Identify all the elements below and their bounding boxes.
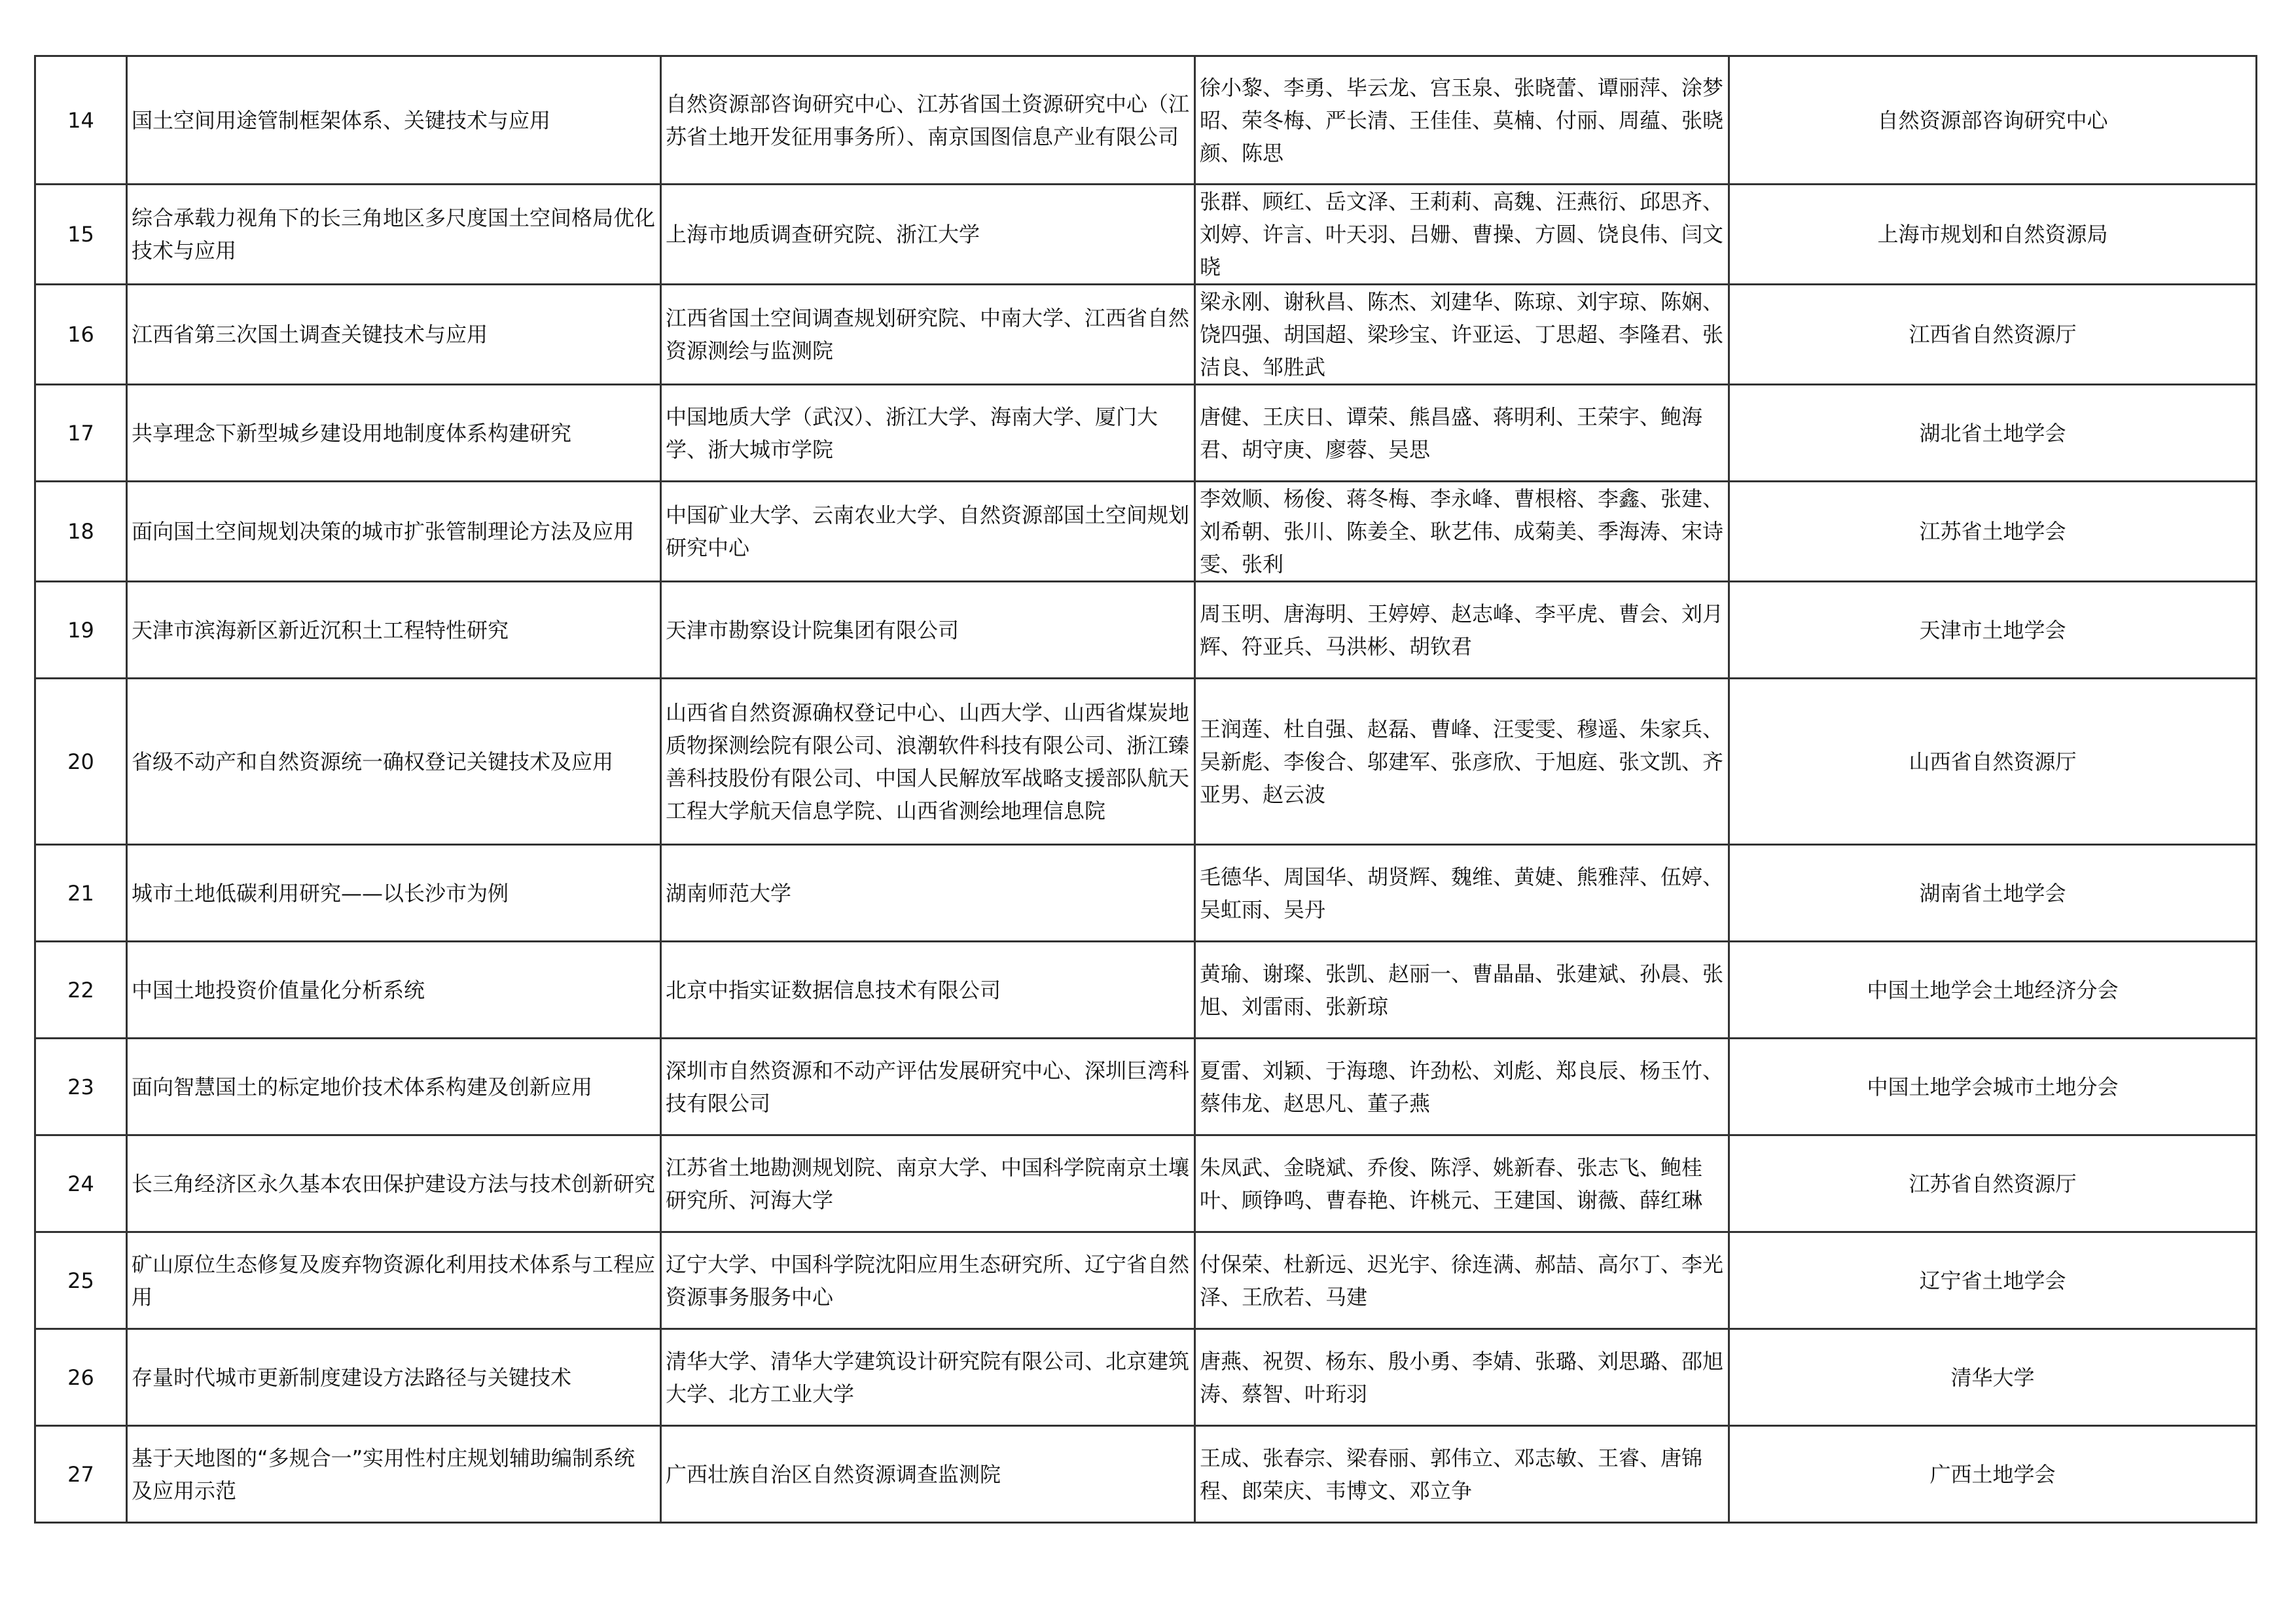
contributors-cell: 黄瑜、谢璨、张凯、赵丽一、曹晶晶、张建斌、孙晨、张旭、刘雷雨、张新琼 xyxy=(1195,942,1729,1039)
nominating-unit-cell: 湖南省土地学会 xyxy=(1729,845,2257,942)
table-row xyxy=(35,1426,2257,1523)
organizations-cell: 广西壮族自治区自然资源调查监测院 xyxy=(661,1426,1195,1523)
table-row xyxy=(35,679,2257,845)
project-name-cell: 面向智慧国土的标定地价技术体系构建及创新应用 xyxy=(127,1039,661,1135)
organizations-cell: 自然资源部咨询研究中心、江苏省国土资源研究中心（江苏省土地开发征用事务所）、南京国图信息产业有限公司 xyxy=(661,56,1195,185)
organizations-cell: 中国矿业大学、云南农业大学、自然资源部国土空间规划研究中心 xyxy=(661,482,1195,582)
row-number-cell: 26 xyxy=(35,1329,127,1426)
row-number-cell: 25 xyxy=(35,1232,127,1329)
organizations-cell: 北京中指实证数据信息技术有限公司 xyxy=(661,942,1195,1039)
project-name-cell: 中国土地投资价值量化分析系统 xyxy=(127,942,661,1039)
project-name-cell: 面向国土空间规划决策的城市扩张管制理论方法及应用 xyxy=(127,482,661,582)
row-number-cell: 15 xyxy=(35,185,127,285)
table-row xyxy=(35,1039,2257,1135)
nominating-unit-cell: 中国土地学会土地经济分会 xyxy=(1729,942,2257,1039)
table-row xyxy=(35,285,2257,385)
nominating-unit-cell: 广西土地学会 xyxy=(1729,1426,2257,1523)
row-number-cell: 18 xyxy=(35,482,127,582)
nominating-unit-cell: 江西省自然资源厅 xyxy=(1729,285,2257,385)
organizations-cell: 天津市勘察设计院集团有限公司 xyxy=(661,582,1195,679)
row-number-cell: 14 xyxy=(35,56,127,185)
row-number-cell: 22 xyxy=(35,942,127,1039)
project-name-cell: 天津市滨海新区新近沉积土工程特性研究 xyxy=(127,582,661,679)
project-name-cell: 矿山原位生态修复及废弃物资源化利用技术体系与工程应用 xyxy=(127,1232,661,1329)
row-number-cell: 16 xyxy=(35,285,127,385)
contributors-cell: 张群、顾红、岳文泽、王莉莉、高魏、汪燕衍、邱思齐、刘婷、许言、叶天羽、吕姗、曹操、方圆、饶良伟、闫文晓 xyxy=(1195,185,1729,285)
nominating-unit-cell: 清华大学 xyxy=(1729,1329,2257,1426)
row-number-cell: 19 xyxy=(35,582,127,679)
table-body xyxy=(35,56,2257,1523)
contributors-cell: 夏雷、刘颖、于海璁、许劲松、刘彪、郑良辰、杨玉竹、蔡伟龙、赵思凡、董子燕 xyxy=(1195,1039,1729,1135)
row-number-cell: 27 xyxy=(35,1426,127,1523)
nominating-unit-cell: 天津市土地学会 xyxy=(1729,582,2257,679)
table-row xyxy=(35,582,2257,679)
nominating-unit-cell: 江苏省土地学会 xyxy=(1729,482,2257,582)
contributors-cell: 徐小黎、李勇、毕云龙、宫玉泉、张晓蕾、谭丽萍、涂梦昭、荣冬梅、严长清、王佳佳、莫楠、付丽、周蕴、张晓颜、陈思 xyxy=(1195,56,1729,185)
contributors-cell: 毛德华、周国华、胡贤辉、魏维、黄婕、熊雅萍、伍婷、吴虹雨、吴丹 xyxy=(1195,845,1729,942)
nominating-unit-cell: 上海市规划和自然资源局 xyxy=(1729,185,2257,285)
project-name-cell: 共享理念下新型城乡建设用地制度体系构建研究 xyxy=(127,385,661,482)
table-row xyxy=(35,1329,2257,1426)
organizations-cell: 上海市地质调查研究院、浙江大学 xyxy=(661,185,1195,285)
contributors-cell: 王成、张春宗、梁春丽、郭伟立、邓志敏、王睿、唐锦程、郎荣庆、韦博文、邓立争 xyxy=(1195,1426,1729,1523)
nominating-unit-cell: 山西省自然资源厅 xyxy=(1729,679,2257,845)
organizations-cell: 江苏省土地勘测规划院、南京大学、中国科学院南京土壤研究所、河海大学 xyxy=(661,1135,1195,1232)
contributors-cell: 付保荣、杜新远、迟光宇、徐连满、郝喆、高尔丁、李光泽、王欣若、马建 xyxy=(1195,1232,1729,1329)
table-row xyxy=(35,845,2257,942)
table-row xyxy=(35,1232,2257,1329)
project-name-cell: 基于天地图的“多规合一”实用性村庄规划辅助编制系统及应用示范 xyxy=(127,1426,661,1523)
project-name-cell: 国土空间用途管制框架体系、关键技术与应用 xyxy=(127,56,661,185)
row-number-cell: 23 xyxy=(35,1039,127,1135)
contributors-cell: 唐健、王庆日、谭荣、熊昌盛、蒋明利、王荣宇、鲍海君、胡守庚、廖蓉、吴思 xyxy=(1195,385,1729,482)
table-row xyxy=(35,942,2257,1039)
contributors-cell: 梁永刚、谢秋昌、陈杰、刘建华、陈琼、刘宇琼、陈娴、饶四强、胡国超、梁珍宝、许亚运、丁思超、李隆君、张洁良、邹胜武 xyxy=(1195,285,1729,385)
table-row xyxy=(35,385,2257,482)
row-number-cell: 21 xyxy=(35,845,127,942)
contributors-cell: 李效顺、杨俊、蒋冬梅、李永峰、曹根榕、李鑫、张建、刘希朝、张川、陈姜全、耿艺伟、成菊美、季海涛、宋诗雯、张利 xyxy=(1195,482,1729,582)
project-name-cell: 省级不动产和自然资源统一确权登记关键技术及应用 xyxy=(127,679,661,845)
nominating-unit-cell: 中国土地学会城市土地分会 xyxy=(1729,1039,2257,1135)
row-number-cell: 24 xyxy=(35,1135,127,1232)
awards-table xyxy=(34,55,2257,1524)
table-row xyxy=(35,185,2257,285)
organizations-cell: 江西省国土空间调查规划研究院、中南大学、江西省自然资源测绘与监测院 xyxy=(661,285,1195,385)
project-name-cell: 江西省第三次国土调查关键技术与应用 xyxy=(127,285,661,385)
contributors-cell: 周玉明、唐海明、王婷婷、赵志峰、李平虎、曹会、刘月辉、符亚兵、马洪彬、胡钦君 xyxy=(1195,582,1729,679)
nominating-unit-cell: 辽宁省土地学会 xyxy=(1729,1232,2257,1329)
row-number-cell: 17 xyxy=(35,385,127,482)
project-name-cell: 城市土地低碳利用研究——以长沙市为例 xyxy=(127,845,661,942)
contributors-cell: 王润莲、杜自强、赵磊、曹峰、汪雯雯、穆遥、朱家兵、吴新彪、李俊合、邬建军、张彦欣、于旭庭、张文凯、齐亚男、赵云波 xyxy=(1195,679,1729,845)
row-number-cell: 20 xyxy=(35,679,127,845)
contributors-cell: 朱凤武、金晓斌、乔俊、陈浮、姚新春、张志飞、鲍桂叶、顾铮鸣、曹春艳、许桃元、王建国、谢薇、薛红琳 xyxy=(1195,1135,1729,1232)
project-name-cell: 存量时代城市更新制度建设方法路径与关键技术 xyxy=(127,1329,661,1426)
table-row xyxy=(35,56,2257,185)
organizations-cell: 山西省自然资源确权登记中心、山西大学、山西省煤炭地质物探测绘院有限公司、浪潮软件科技有限公司、浙江臻善科技股份有限公司、中国人民解放军战略支援部队航天工程大学航天信息学院、山西省测绘地理信息院 xyxy=(661,679,1195,845)
nominating-unit-cell: 湖北省土地学会 xyxy=(1729,385,2257,482)
contributors-cell: 唐燕、祝贺、杨东、殷小勇、李婧、张璐、刘思璐、邵旭涛、蔡智、叶珩羽 xyxy=(1195,1329,1729,1426)
table-row xyxy=(35,482,2257,582)
organizations-cell: 辽宁大学、中国科学院沈阳应用生态研究所、辽宁省自然资源事务服务中心 xyxy=(661,1232,1195,1329)
nominating-unit-cell: 江苏省自然资源厅 xyxy=(1729,1135,2257,1232)
organizations-cell: 深圳市自然资源和不动产评估发展研究中心、深圳巨湾科技有限公司 xyxy=(661,1039,1195,1135)
nominating-unit-cell: 自然资源部咨询研究中心 xyxy=(1729,56,2257,185)
table-row xyxy=(35,1135,2257,1232)
project-name-cell: 综合承载力视角下的长三角地区多尺度国土空间格局优化技术与应用 xyxy=(127,185,661,285)
organizations-cell: 清华大学、清华大学建筑设计研究院有限公司、北京建筑大学、北方工业大学 xyxy=(661,1329,1195,1426)
organizations-cell: 中国地质大学（武汉）、浙江大学、海南大学、厦门大学、浙大城市学院 xyxy=(661,385,1195,482)
project-name-cell: 长三角经济区永久基本农田保护建设方法与技术创新研究 xyxy=(127,1135,661,1232)
organizations-cell: 湖南师范大学 xyxy=(661,845,1195,942)
